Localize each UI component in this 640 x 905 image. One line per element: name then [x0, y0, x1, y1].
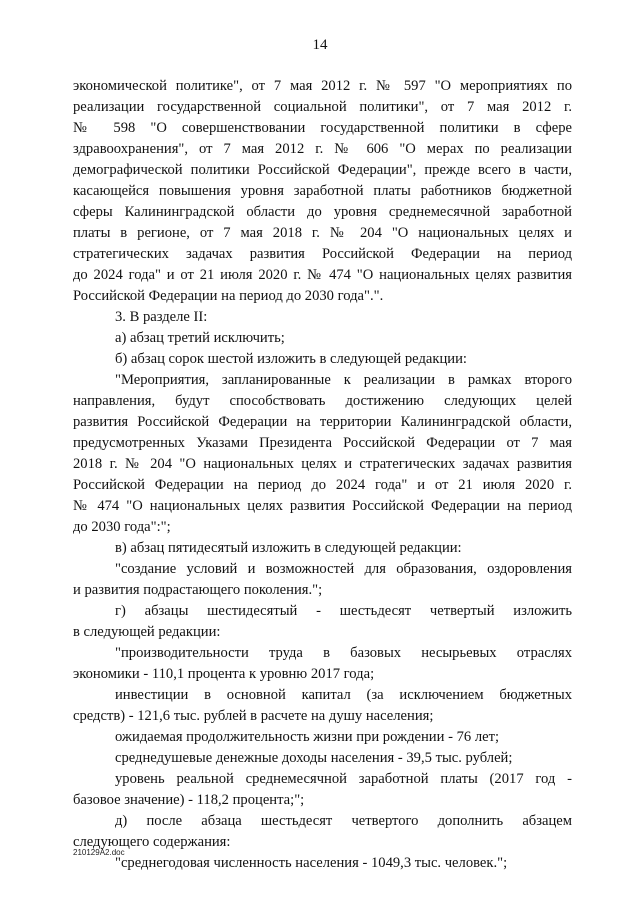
text-line: до 2030 года":";	[73, 519, 171, 535]
text-line: до 2024 года" и от 21 июля 2020 г. № 474 "О национальных целях развития	[73, 267, 572, 283]
text-line: 2018 г. № 204 "О национальных целях и стратегических задачах развития	[73, 456, 572, 472]
paragraph	[73, 727, 572, 748]
text-line: Российской Федерации на период до 2024 года" и от 21 июля 2020 г.	[73, 477, 572, 493]
text-line: предусмотренных Указами Президента Российской Федерации от 7 мая	[73, 435, 572, 451]
text-line: № 474 "О национальных целях развития Российской Федерации на период	[73, 498, 572, 514]
file-name-footer: 210129A2.doc	[73, 848, 125, 857]
text-line: и развития подрастающего поколения.";	[73, 582, 323, 598]
text-line: экономики - 110,1 процента к уровню 2017 года;	[73, 666, 375, 682]
paragraph	[73, 328, 572, 349]
text-line: реализации государственной социальной политики", от 7 мая 2012 г.	[73, 99, 572, 115]
text-line: развития Российской Федерации на территории Калининградской области,	[73, 414, 572, 430]
paragraph	[73, 370, 572, 538]
paragraph	[73, 811, 572, 853]
text-line: следующего содержания:	[73, 834, 231, 850]
text-line: а) абзац третий исключить;	[115, 330, 285, 346]
text-line: демографической политики Российской Федерации", прежде всего в части,	[73, 162, 572, 178]
text-line: средств) - 121,6 тыс. рублей в расчете на душу населения;	[73, 708, 434, 724]
text-line: здравоохранения", от 7 мая 2012 г. № 606 "О мерах по реализации	[73, 141, 572, 157]
text-line: стратегических задачах развития Российской Федерации на период	[73, 246, 572, 262]
text-line: в следующей редакции:	[73, 624, 221, 640]
paragraph	[73, 853, 572, 874]
text-line: № 598 "О совершенствовании государственной политики в сфере	[73, 120, 572, 136]
text-line: уровень реальной среднемесячной заработной платы (2017 год -	[115, 771, 572, 787]
document-body	[73, 76, 572, 874]
paragraph	[73, 559, 572, 601]
text-line: Российской Федерации на период до 2030 года".".	[73, 288, 384, 304]
paragraph	[73, 349, 572, 370]
paragraph	[73, 601, 572, 643]
text-line: б) абзац сорок шестой изложить в следующей редакции:	[115, 351, 467, 367]
text-line: "производительности труда в базовых несырьевых отраслях	[115, 645, 572, 661]
text-line: "Мероприятия, запланированные к реализации в рамках второго	[115, 372, 572, 388]
text-line: 3. В разделе II:	[115, 309, 208, 325]
text-line: базовое значение) - 118,2 процента;";	[73, 792, 305, 808]
text-line: платы в регионе, от 7 мая 2018 г. № 204 "О национальных целях и	[73, 225, 572, 241]
text-line: экономической политике", от 7 мая 2012 г. № 597 "О мероприятиях по	[73, 78, 572, 94]
text-line: "создание условий и возможностей для образования, оздоровления	[115, 561, 572, 577]
paragraph	[73, 643, 572, 685]
text-line: в) абзац пятидесятый изложить в следующей редакции:	[115, 540, 462, 556]
paragraph	[73, 769, 572, 811]
paragraph	[73, 685, 572, 727]
paragraph	[73, 538, 572, 559]
paragraph	[73, 307, 572, 328]
paragraph	[73, 748, 572, 769]
text-line: среднедушевые денежные доходы населения - 39,5 тыс. рублей;	[115, 750, 513, 766]
text-line: д) после абзаца шестьдесят четвертого дополнить абзацем	[115, 813, 572, 829]
text-line: направления, будут способствовать достижению следующих целей	[73, 393, 572, 409]
text-line: ожидаемая продолжительность жизни при рождении - 76 лет;	[115, 729, 500, 745]
text-line: г) абзацы шестидесятый - шестьдесят четвертый изложить	[115, 603, 572, 619]
paragraph	[73, 76, 572, 307]
text-line: "среднегодовая численность населения - 1049,3 тыс. человек.";	[115, 855, 508, 871]
text-line: сферы Калининградской области до уровня среднемесячной заработной	[73, 204, 572, 220]
page-number: 14	[312, 37, 328, 53]
text-line: инвестиции в основной капитал (за исключением бюджетных	[115, 687, 572, 703]
text-line: касающейся повышения уровня заработной платы работников бюджетной	[73, 183, 572, 199]
